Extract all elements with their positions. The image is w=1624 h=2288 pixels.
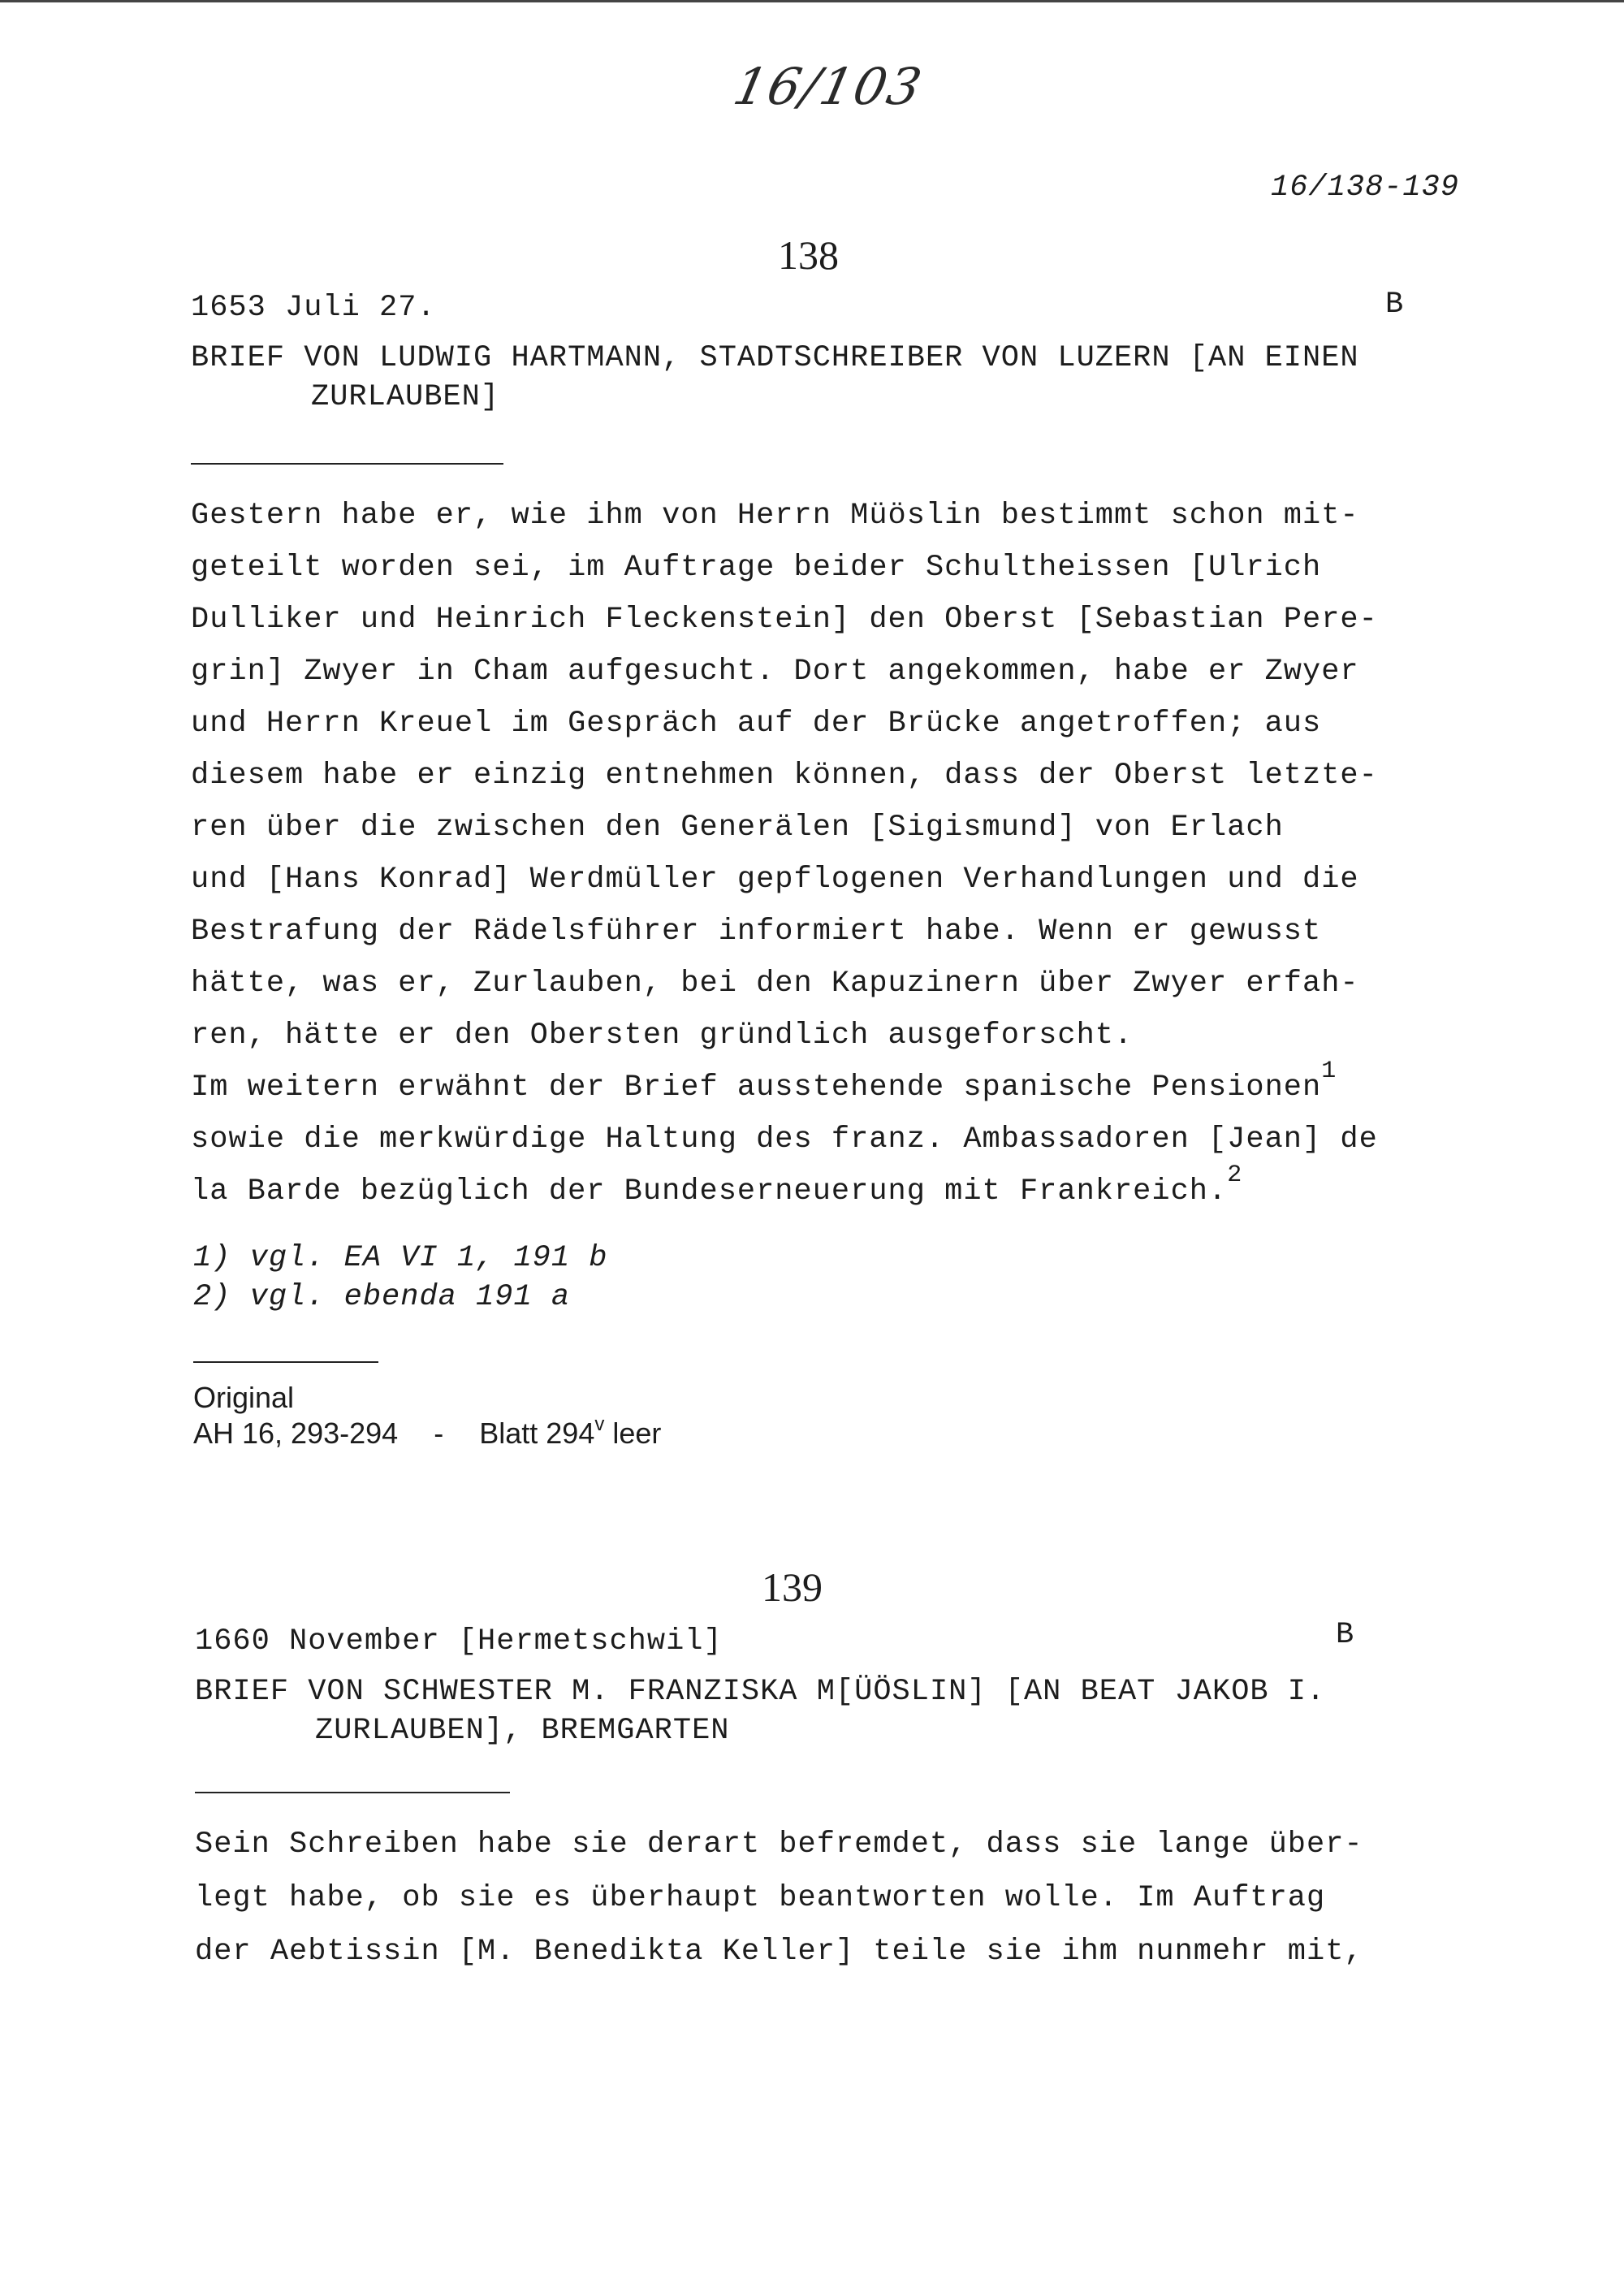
entry-139-marker: B <box>1336 1618 1355 1652</box>
body-line: grin] Zwyer in Cham aufgesucht. Dort angekommen, habe er Zwyer <box>191 655 1359 689</box>
handwritten-archive-mark: 16/103 <box>728 57 928 116</box>
footnote-1: 1) vgl. EA VI 1, 191 b <box>193 1241 608 1275</box>
body-line: Dulliker und Heinrich Fleckenstein] den Oberst [Sebastian Pere- <box>191 603 1378 637</box>
entry-138-title-line2: ZURLAUBEN] <box>311 380 500 414</box>
entry-138-title-line1: BRIEF VON LUDWIG HARTMANN, STADTSCHREIBER VON LUZERN [AN EINEN <box>191 341 1359 375</box>
scan-top-edge <box>0 0 1624 2</box>
body-line: Sein Schreiben habe sie derart befremdet, dass sie lange über- <box>195 1827 1363 1862</box>
reference-range: 16/138-139 <box>1271 171 1460 205</box>
entry-139-title-line1: BRIEF VON SCHWESTER M. FRANZISKA M[ÜÖSLIN] [AN BEAT JAKOB I. <box>195 1675 1326 1709</box>
footnote-ref-1: 1 <box>1321 1057 1337 1085</box>
entry-139-separator <box>195 1792 510 1793</box>
body-line: und Herrn Kreuel im Gespräch auf der Brücke angetroffen; aus <box>191 707 1322 741</box>
body-line-text: la Barde bezüglich der Bundeserneuerung mit Frankreich. <box>191 1174 1228 1209</box>
body-line: sowie die merkwürdige Haltung des franz. Ambassadoren [Jean] de <box>191 1122 1378 1157</box>
body-line: der Aebtissin [M. Benedikta Keller] teile sie ihm nunmehr mit, <box>195 1935 1363 1969</box>
source-leer: leer <box>612 1416 662 1450</box>
entry-139-title-line2: ZURLAUBEN], BREMGARTEN <box>315 1714 730 1748</box>
footnote-ref-2: 2 <box>1227 1161 1243 1189</box>
entry-138-marker: B <box>1385 288 1405 322</box>
entry-138-date: 1653 Juli 27. <box>191 291 436 325</box>
source-reference <box>193 1413 662 1451</box>
source-verso-mark: v <box>594 1413 605 1435</box>
body-line: geteilt worden sei, im Auftrage beider Schultheissen [Ulrich <box>191 551 1322 585</box>
body-line: und [Hans Konrad] Werdmüller gepflogenen Verhandlungen und die <box>191 863 1359 897</box>
source-blatt: Blatt 294 <box>479 1416 595 1450</box>
body-line: Bestrafung der Rädelsführer informiert habe. Wenn er gewusst <box>191 915 1322 949</box>
entry-138-separator <box>191 463 503 465</box>
source-dash: - <box>434 1416 444 1450</box>
source-separator <box>193 1361 378 1363</box>
entry-139-date: 1660 November [Hermetschwil] <box>195 1624 723 1659</box>
body-line-with-note-2 <box>191 1161 1243 1209</box>
source-ref: AH 16, 293-294 <box>193 1416 399 1450</box>
entry-138-body <box>191 499 1458 1019</box>
body-line-text: Im weitern erwähnt der Brief ausstehende spanische Pensionen <box>191 1070 1322 1105</box>
entry-number-139: 139 <box>762 1564 823 1610</box>
body-line-with-note-1 <box>191 1057 1337 1105</box>
body-line: hätte, was er, Zurlauben, bei den Kapuzinern über Zwyer erfah- <box>191 967 1359 1001</box>
body-line: legt habe, ob sie es überhaupt beantworten wolle. Im Auftrag <box>195 1881 1326 1915</box>
entry-number-138: 138 <box>778 232 839 278</box>
body-line: diesem habe er einzig entnehmen können, dass der Oberst letzte- <box>191 759 1378 793</box>
body-line: Gestern habe er, wie ihm von Herrn Müöslin bestimmt schon mit- <box>191 499 1359 533</box>
source-label: Original <box>193 1381 295 1414</box>
body-line: ren über die zwischen den Generälen [Sigismund] von Erlach <box>191 811 1284 845</box>
footnote-2: 2) vgl. ebenda 191 a <box>193 1280 571 1314</box>
body-line: ren, hätte er den Obersten gründlich ausgeforscht. <box>191 1019 1134 1053</box>
